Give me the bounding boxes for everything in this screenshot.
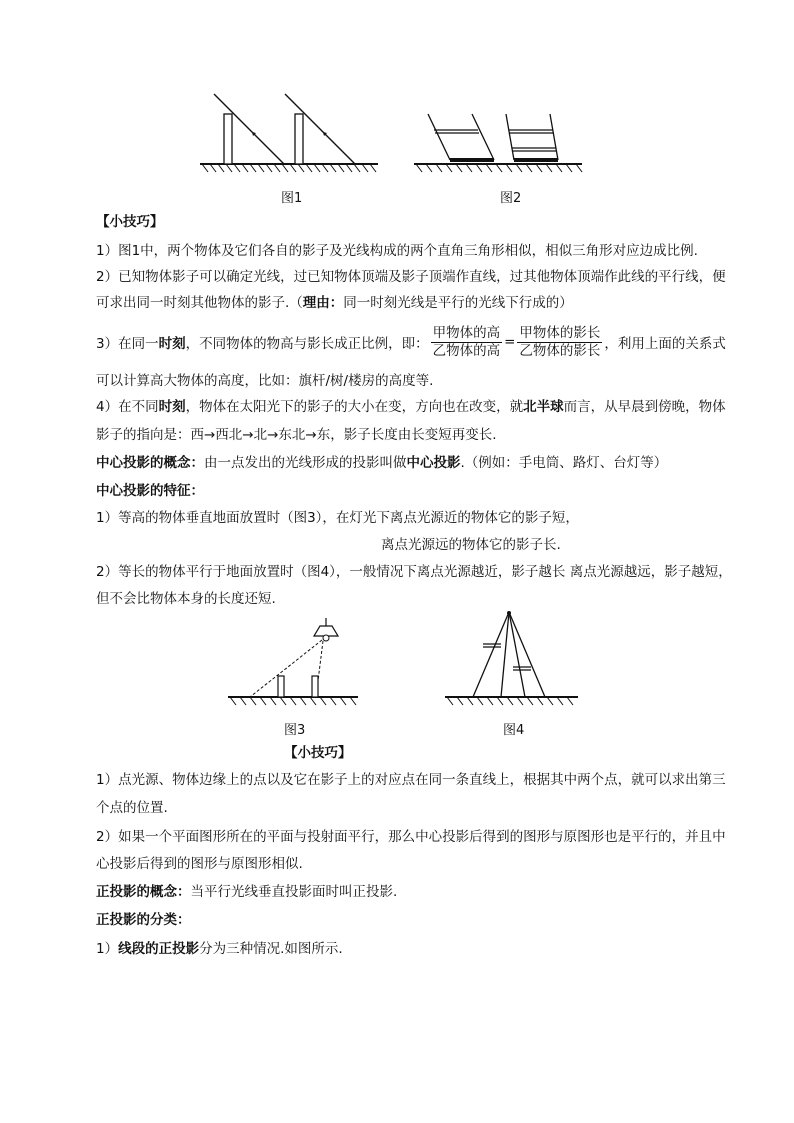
tip-1: 1）图1中，两个物体及它们各自的影子及光线构成的两个直角三角形相似，相似三角形对应边成比例. xyxy=(96,243,698,259)
tips-heading-2: 【小技巧】 xyxy=(284,745,352,761)
tip-3-text-post: ，利用上面的关系式 xyxy=(604,336,726,352)
figure-1-label: 图1 xyxy=(281,191,303,206)
ortho-class-1-term: 线段的正投影 xyxy=(118,941,200,957)
fraction-shadow xyxy=(517,325,602,360)
ortho-concept-text: 当平行光线垂直投影面时叫正投影. xyxy=(190,884,398,900)
tips-heading-1: 【小技巧】 xyxy=(96,214,164,230)
fraction-height-denominator: 乙物体的高 xyxy=(432,342,501,359)
tip-4-time-bold: 时刻 xyxy=(158,399,186,415)
figure-3-label: 图3 xyxy=(284,723,306,738)
center-concept-label: 中心投影的概念： xyxy=(96,455,204,471)
center-feature-1-a: 1）等高的物体垂直地面放置时（图3），在灯光下离点光源近的物体它的影子短， xyxy=(96,510,579,526)
tip-3-formula-line xyxy=(96,324,726,360)
figure-1-diagram xyxy=(200,92,380,174)
tip-4-text-pre: 4）在不同 xyxy=(96,399,159,415)
fraction-shadow-denominator: 乙物体的影长 xyxy=(519,342,601,359)
tip-4-north-bold: 北半球 xyxy=(523,399,564,415)
center-projection-concept xyxy=(96,454,667,472)
center-concept-text-post: .（例如：手电筒、路灯、台灯等） xyxy=(460,455,668,471)
orthographic-concept xyxy=(96,883,397,901)
tip-2-line-a: 2）已知物体影子可以确定光线，过已知物体顶端及影子顶端作直线，过其他物体顶端作此线的平行线，便 xyxy=(96,269,726,285)
tip-4-text-post: 而言，从早晨到傍晚，物体 xyxy=(563,399,726,415)
center-concept-text-pre: 由一点发出的光线形成的投影叫做 xyxy=(204,455,407,471)
figure-2-diagram xyxy=(414,112,584,172)
fraction-height xyxy=(431,325,503,360)
tip-2-text-post: 同一时刻光线是平行的光线下行成的） xyxy=(343,295,573,311)
tip-4-text-mid: ，物体在太阳光下的影子的大小在变，方向也在改变，就 xyxy=(185,399,524,415)
tip2-1-line-b: 个点的位置. xyxy=(96,800,168,816)
figure-4-label: 图4 xyxy=(503,723,525,738)
ortho-class-1-post: 分为三种情况.如图所示. xyxy=(199,941,343,957)
figure-2-label: 图2 xyxy=(500,191,522,206)
tip2-2-line-a: 2）如果一个平面图形所在的平面与投射面平行，那么中心投影后得到的图形与原图形也是平行的，并且中 xyxy=(96,829,726,845)
tip-4-line-a xyxy=(96,398,726,416)
center-feature-1-b: 离点光源远的物体它的影子长. xyxy=(381,537,561,553)
tip-2-text-pre: 可求出同一时刻其他物体的影子.（ xyxy=(96,295,303,311)
ortho-class-1-pre: 1） xyxy=(96,941,119,957)
figure-3-diagram xyxy=(228,618,360,708)
tip-3-line-b: 可以计算高大物体的高度，比如：旗杆/树/楼房的高度等. xyxy=(96,373,434,389)
fraction-height-numerator: 甲物体的高 xyxy=(432,324,501,341)
tip-2-line-b xyxy=(96,294,573,312)
tip-4-line-b: 影子的指向是：西→西北→北→东北→东，影子长度由长变短再变长. xyxy=(96,427,497,443)
tip-3-time-bold: 时刻 xyxy=(158,336,186,352)
figure-4-diagram xyxy=(445,612,580,708)
tip2-2-line-b: 心投影后得到的图形与原图形相似. xyxy=(96,856,303,872)
tip2-1-line-a: 1）点光源、物体边缘上的点以及它在影子上的对应点在同一条直线上，根据其中两个点，就可以求出第三 xyxy=(96,772,726,788)
center-feature-2-a: 2）等长的物体平行于地面放置时（图4），一般情况下离点光源越近，影子越长 离点光源越远，影子越短， xyxy=(96,564,732,580)
fraction-shadow-numerator: 甲物体的影长 xyxy=(519,324,601,341)
ortho-concept-label: 正投影的概念： xyxy=(96,884,191,900)
ortho-class-1 xyxy=(96,940,343,958)
tip-3-text-pre: 3）在同一 xyxy=(96,336,159,352)
center-concept-term: 中心投影 xyxy=(406,455,461,471)
ortho-classification-heading: 正投影的分类： xyxy=(96,912,191,928)
tip-3-text-mid: ，不同物体的物高与影长成正比例，即： xyxy=(185,336,429,352)
equals-sign: = xyxy=(504,334,516,350)
tip-2-reason-label: 理由： xyxy=(302,295,344,311)
center-feature-2-b: 但不会比物体本身的长度还短. xyxy=(96,591,276,607)
center-features-heading: 中心投影的特征： xyxy=(96,483,204,499)
